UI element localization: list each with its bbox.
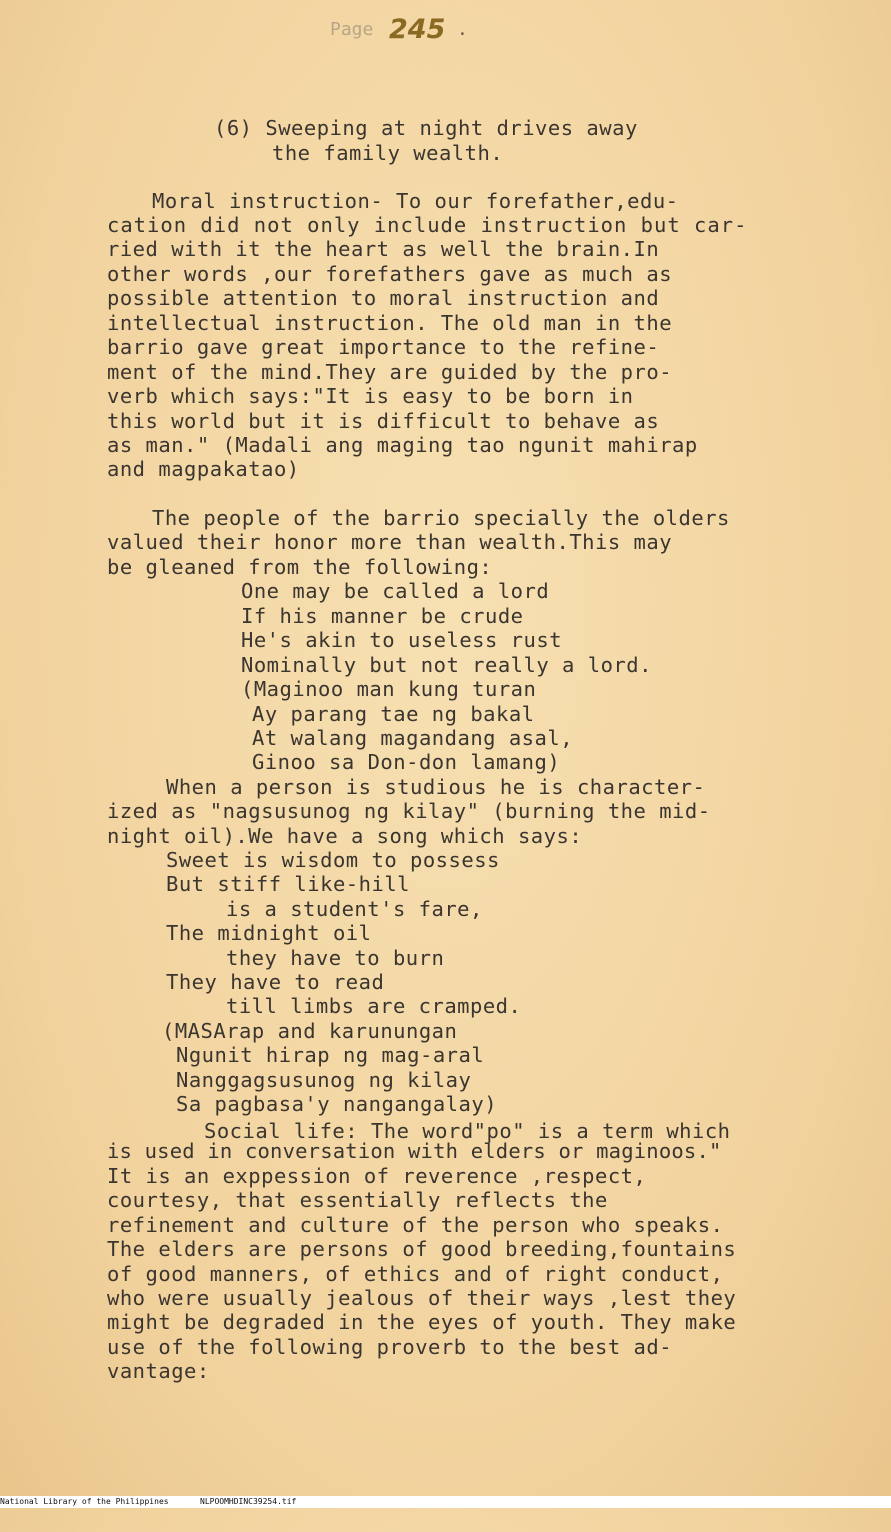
text-line: When a person is studious he is character- <box>166 775 706 799</box>
text-line: cation did not only include instruction but car- <box>107 213 748 237</box>
text-line: this world but it is difficult to behave as <box>107 409 660 433</box>
text-line: they have to burn <box>226 946 445 970</box>
text-line: is a student's fare, <box>226 897 483 921</box>
text-line: who were usually jealous of their ways ,lest they <box>107 1286 737 1310</box>
text-line: as man." (Madali ang maging tao ngunit mahirap <box>107 433 698 457</box>
text-line: vantage: <box>107 1359 210 1383</box>
text-line: the family wealth. <box>272 141 504 165</box>
text-line: Nanggagsusunog ng kilay <box>176 1068 472 1092</box>
text-line: ment of the mind.They are guided by the pro- <box>107 360 673 384</box>
text-line: He's akin to useless rust <box>241 628 563 652</box>
text-line: night oil).We have a song which says: <box>107 824 583 848</box>
text-line: courtesy, that essentially reflects the <box>107 1188 608 1212</box>
text-line: use of the following proverb to the best ad- <box>107 1335 673 1359</box>
text-line: valued their honor more than wealth.This may <box>107 530 673 554</box>
text-line: Nominally but not really a lord. <box>241 653 652 677</box>
text-line: (6) Sweeping at night drives away <box>214 116 638 140</box>
text-line: Ginoo sa Don-don lamang) <box>252 750 561 774</box>
text-line: other words ,our forefathers gave as much as <box>107 262 673 286</box>
footer-source: National Library of the Philippines <box>0 1497 169 1506</box>
text-line: If his manner be crude <box>241 604 524 628</box>
footer-file: NLPOOMHDINC39254.tif <box>200 1497 297 1506</box>
text-line: (MASArap and karunungan <box>162 1019 458 1043</box>
text-line: One may be called a lord <box>241 579 550 603</box>
text-line: of good manners, of ethics and of right conduct, <box>107 1262 724 1286</box>
text-line: It is an exppession of reverence ,respect, <box>107 1164 647 1188</box>
text-line: intellectual instruction. The old man in the <box>107 311 673 335</box>
text-line: Ngunit hirap ng mag-aral <box>176 1043 485 1067</box>
text-line: The people of the barrio specially the olders <box>152 506 730 530</box>
text-line: till limbs are cramped. <box>226 994 522 1018</box>
text-line: refinement and culture of the person who speaks. <box>107 1213 724 1237</box>
page-header <box>330 14 468 48</box>
text-line: (Maginoo man kung turan <box>241 677 537 701</box>
text-line: Ay parang tae ng bakal <box>252 702 535 726</box>
text-line: Moral instruction- To our forefather,edu- <box>152 189 679 213</box>
text-line: At walang magandang asal, <box>252 726 574 750</box>
text-line: ried with it the heart as well the brain.In <box>107 237 660 261</box>
text-line: and magpakatao) <box>107 457 300 481</box>
text-line: is used in conversation with elders or maginoos." <box>107 1139 722 1163</box>
scan-footer <box>0 1496 891 1508</box>
text-line: The elders are persons of good breeding,fountains <box>107 1237 737 1261</box>
text-line: possible attention to moral instruction and <box>107 286 660 310</box>
text-line: barrio gave great importance to the refine- <box>107 335 660 359</box>
text-line: might be degraded in the eyes of youth. They make <box>107 1310 737 1334</box>
text-line: Sweet is wisdom to possess <box>166 848 500 872</box>
text-line: The midnight oil <box>166 921 372 945</box>
text-line: ized as "nagsusunog ng kilay" (burning the mid- <box>107 799 711 823</box>
page-label: Page <box>330 19 374 40</box>
text-line: But stiff like-hill <box>166 872 410 896</box>
text-line: Social life: The word"po" is a term which <box>204 1119 731 1143</box>
text-line: be gleaned from the following: <box>107 555 493 579</box>
page-number: 245 <box>389 14 446 45</box>
text-line: They have to read <box>166 970 385 994</box>
page-number-mark: . <box>457 19 468 40</box>
text-line: verb which says:"It is easy to be born in <box>107 384 634 408</box>
text-line: Sa pagbasa'y nangangalay) <box>176 1092 498 1116</box>
